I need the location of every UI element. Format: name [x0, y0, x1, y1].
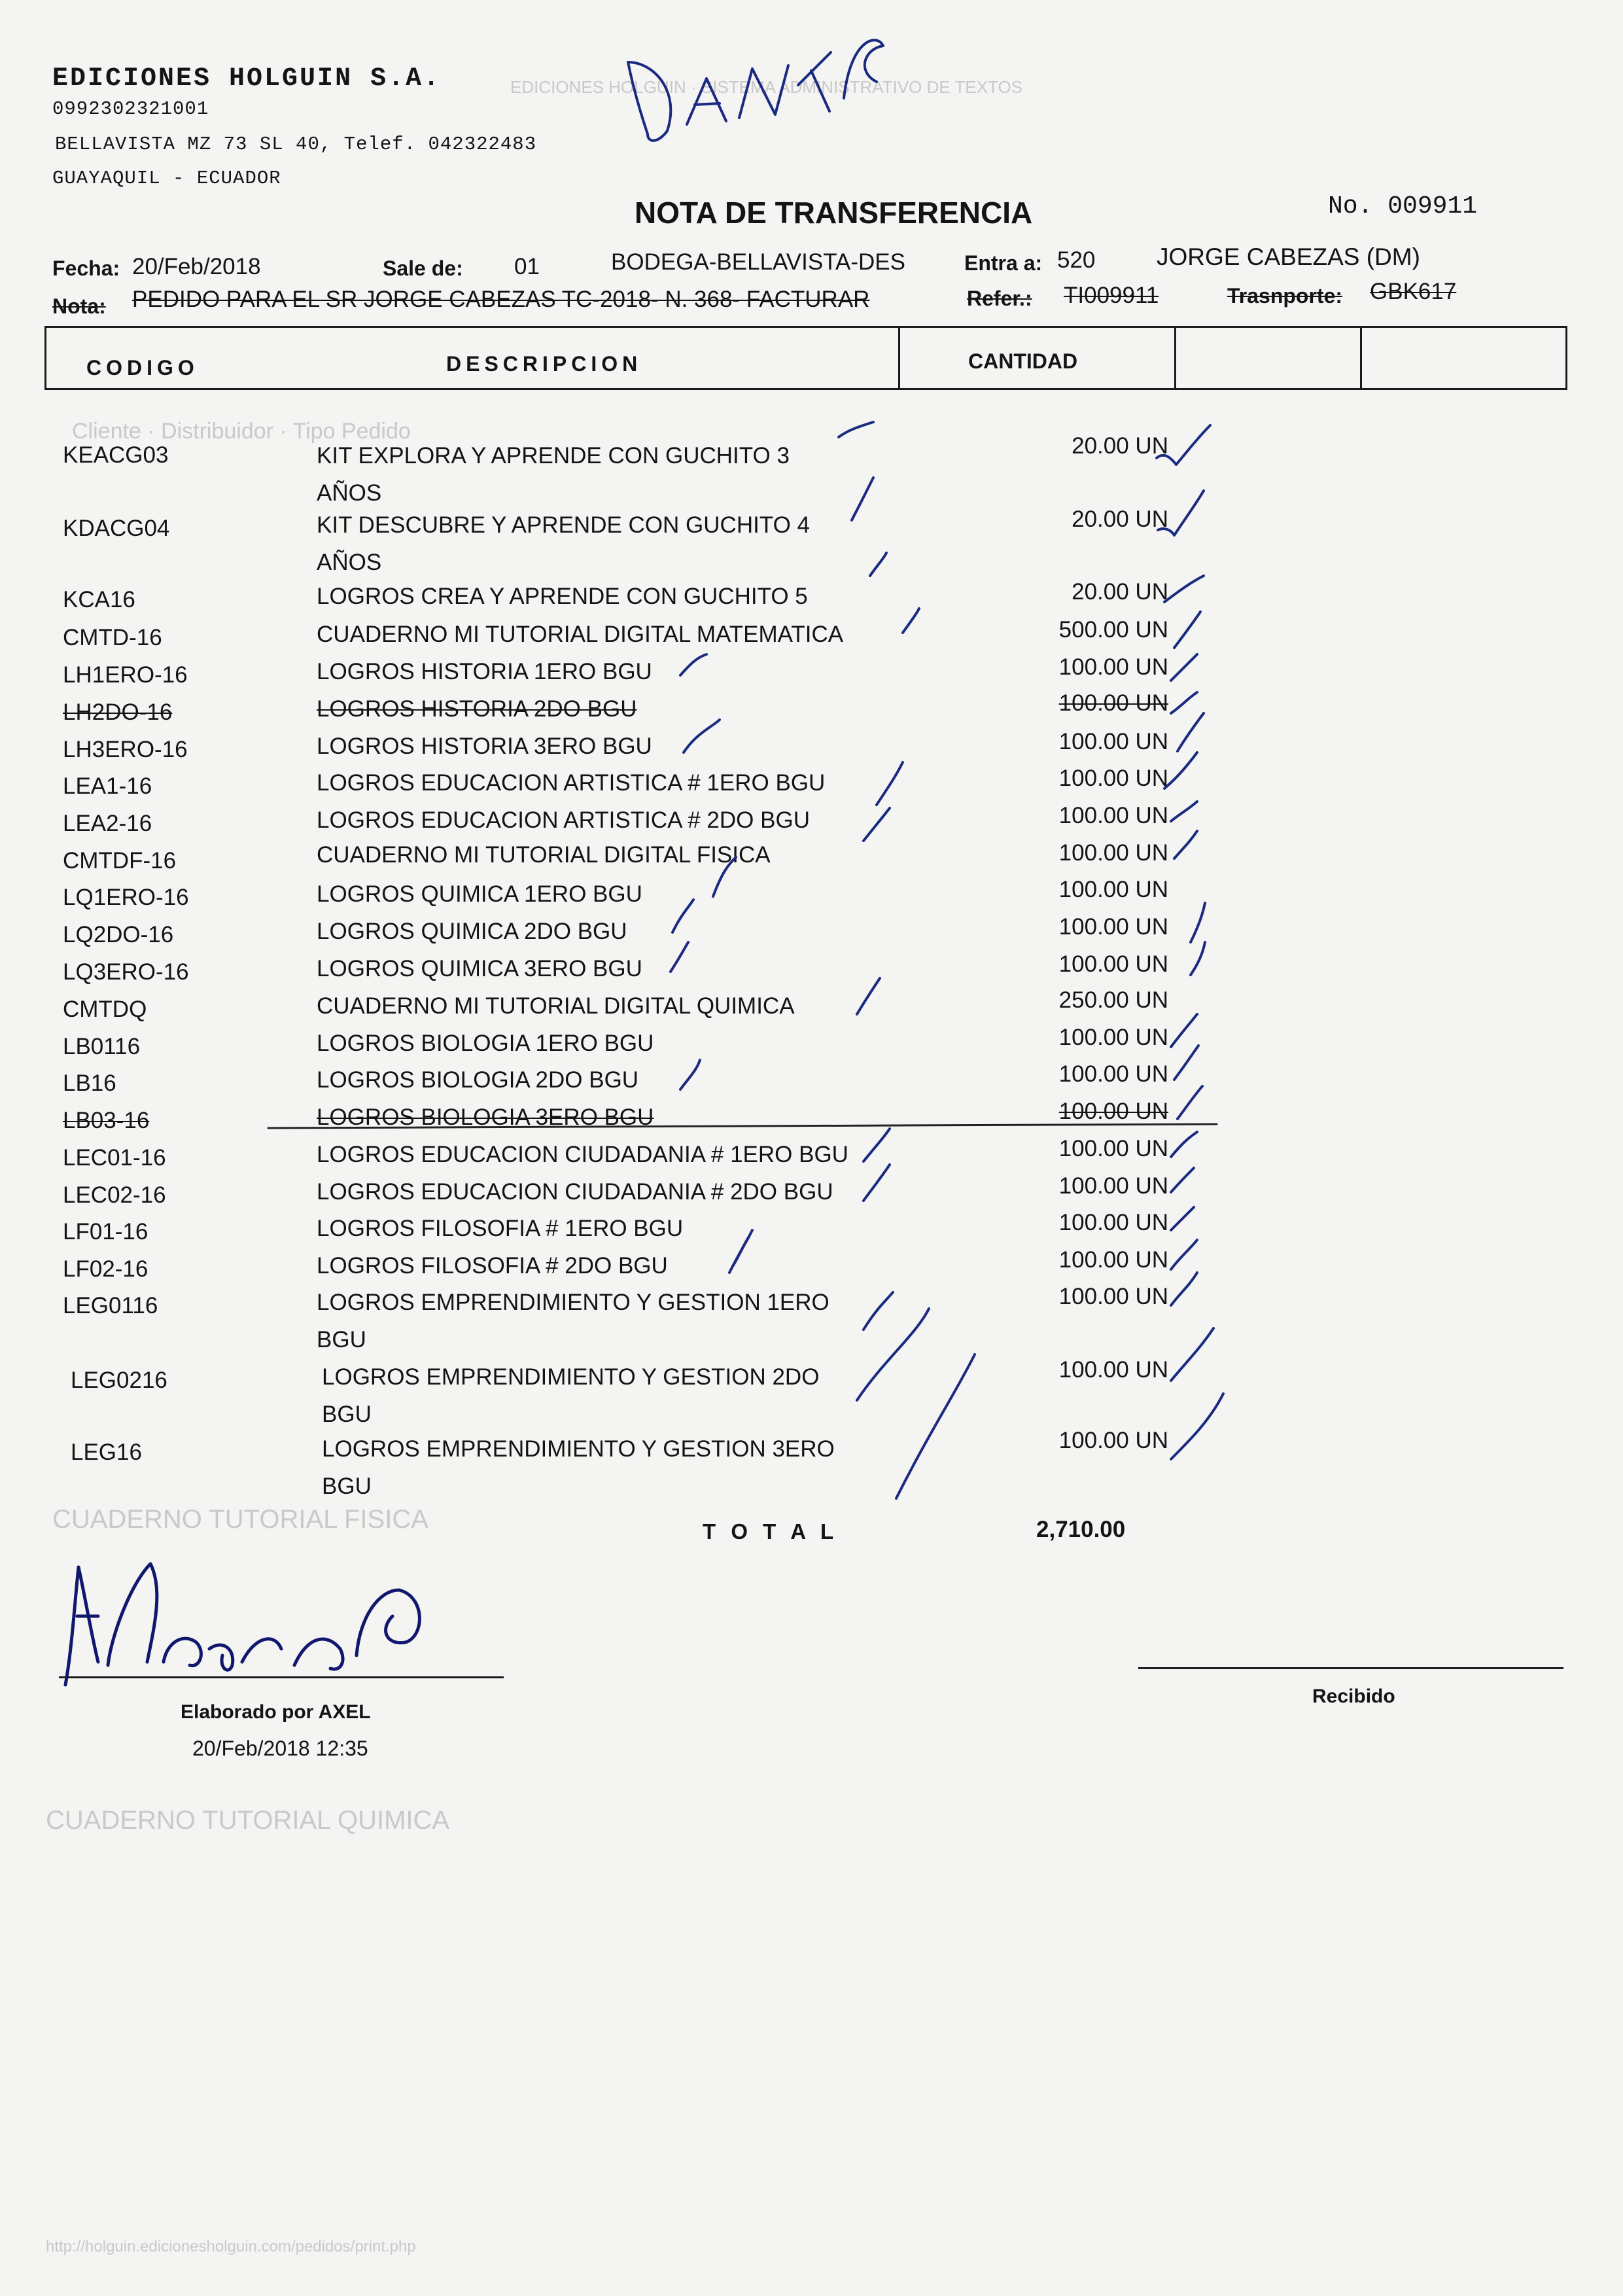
check-mark-icon: [1171, 802, 1197, 821]
item-quantity: 100.00 UN: [1058, 1284, 1168, 1309]
item-quantity: 100.00 UN: [1058, 914, 1168, 940]
check-mark-icon: [1178, 1086, 1202, 1119]
document-number: No. 009911: [1328, 192, 1478, 221]
column-codigo: CODIGO: [86, 356, 199, 380]
item-code: LEA2-16: [63, 811, 152, 836]
item-code: LEG0216: [71, 1368, 167, 1393]
nota-value: PEDIDO PARA EL SR JORGE CABEZAS TC-2018- N. 368- FACTURAR: [132, 287, 870, 312]
check-mark-icon: [1171, 1168, 1194, 1192]
item-quantity: 500.00 UN: [1058, 617, 1168, 643]
item-description: LOGROS QUIMICA 3ERO BGU: [317, 956, 642, 981]
recibido-label: Recibido: [1312, 1686, 1395, 1707]
item-code: LB16: [63, 1070, 116, 1096]
company-name: EDICIONES HOLGUIN S.A.: [52, 64, 442, 94]
check-mark-icon: [864, 1165, 890, 1201]
check-mark-icon: [1178, 713, 1204, 751]
check-mark-icon: [1171, 1394, 1223, 1459]
check-mark-icon: [1164, 576, 1204, 602]
check-mark-icon: [870, 553, 886, 576]
document-title: NOTA DE TRANSFERENCIA: [635, 196, 1033, 230]
strike-line: [268, 1124, 1217, 1128]
check-mark-icon: [671, 942, 688, 972]
check-mark-icon: [680, 1060, 700, 1089]
item-code: LH2DO-16: [63, 699, 173, 725]
item-description: LOGROS EDUCACION CIUDADANIA # 1ERO BGU: [317, 1142, 848, 1167]
entra-name: JORGE CABEZAS (DM): [1157, 243, 1420, 270]
check-mark-icon: [1171, 654, 1197, 680]
item-code: CMTD-16: [63, 625, 162, 650]
entra-code: 520: [1057, 247, 1096, 273]
item-code: LH3ERO-16: [63, 737, 188, 762]
check-mark-icon: [733, 1237, 749, 1266]
item-code: LEG0116: [63, 1293, 158, 1318]
check-mark-icon: [1174, 612, 1200, 648]
check-mark-icon: [1171, 1132, 1197, 1157]
item-quantity: 100.00 UN: [1058, 1099, 1168, 1124]
entra-label: Entra a:: [964, 251, 1043, 275]
item-quantity: 100.00 UN: [1058, 1173, 1168, 1199]
bleed-through-text: Cliente · Distribuidor · Tipo Pedido: [72, 419, 411, 444]
item-quantity: 100.00 UN: [1058, 877, 1168, 902]
fecha-value: 20/Feb/2018: [132, 254, 261, 279]
handwritten-annotation-dante: [628, 40, 883, 141]
check-mark-icon: [1171, 1014, 1197, 1047]
nota-label: Nota:: [52, 294, 106, 318]
company-ruc: 0992302321001: [52, 98, 209, 120]
check-mark-icon: [852, 478, 873, 520]
item-description: LOGROS EMPRENDIMIENTO Y GESTION 1ERO BGU: [317, 1290, 829, 1352]
total-label: T O T A L: [703, 1519, 839, 1544]
check-mark-icon: [1171, 1240, 1197, 1269]
item-quantity: 20.00 UN: [1072, 433, 1168, 459]
company-city: GUAYAQUIL - ECUADOR: [52, 168, 281, 189]
check-mark-icon: [1191, 903, 1205, 942]
check-mark-icon: [864, 1129, 890, 1161]
item-code: KDACG04: [63, 516, 170, 541]
item-code: CMTDF-16: [63, 848, 177, 874]
item-quantity: 100.00 UN: [1058, 1357, 1168, 1383]
item-description: LOGROS EDUCACION CIUDADANIA # 2DO BGU: [317, 1179, 833, 1205]
item-description: LOGROS HISTORIA 2DO BGU: [317, 696, 637, 722]
signature: [65, 1564, 419, 1685]
item-description: LOGROS EMPRENDIMIENTO Y GESTION 2DO BGU: [322, 1364, 820, 1427]
item-description: LOGROS FILOSOFIA # 1ERO BGU: [317, 1216, 684, 1241]
item-quantity: 20.00 UN: [1072, 579, 1168, 605]
check-mark-icon: [864, 1292, 893, 1330]
check-mark-icon: [713, 857, 736, 896]
column-cantidad: CANTIDAD: [968, 349, 1078, 373]
refer-value: TI009911: [1064, 283, 1159, 308]
check-mark-icon: [1171, 692, 1197, 713]
item-description: LOGROS EDUCACION ARTISTICA # 2DO BGU: [317, 807, 810, 833]
total-value: 2,710.00: [1036, 1517, 1126, 1542]
item-quantity: 250.00 UN: [1058, 987, 1168, 1013]
item-quantity: 100.00 UN: [1058, 654, 1168, 680]
item-code: LEG16: [71, 1439, 142, 1465]
item-code: LF01-16: [63, 1219, 148, 1245]
check-mark-icon: [903, 609, 919, 633]
item-quantity: 100.00 UN: [1058, 690, 1168, 716]
check-mark-icon: [864, 808, 890, 841]
item-quantity: 100.00 UN: [1058, 1061, 1168, 1087]
item-quantity: 100.00 UN: [1058, 766, 1168, 791]
item-code: LEC02-16: [63, 1182, 166, 1208]
check-mark-icon: [1171, 1207, 1194, 1230]
bleed-through-text: EDICIONES HOLGUIN · SISTEMA ADMINISTRATIVO DE TEXTOS: [510, 77, 1023, 97]
item-description: KIT DESCUBRE Y APRENDE CON GUCHITO 4 AÑOS: [317, 512, 810, 575]
check-mark-icon: [672, 900, 693, 932]
bleed-through-text: CUADERNO TUTORIAL QUIMICA: [46, 1806, 450, 1835]
item-quantity: 100.00 UN: [1058, 1247, 1168, 1273]
transporte-label: Trasnporte:: [1227, 284, 1343, 308]
item-code: LF02-16: [63, 1256, 148, 1282]
elaborado-label: Elaborado por AXEL: [181, 1701, 371, 1723]
check-mark-icon: [1174, 1046, 1198, 1080]
item-quantity: 100.00 UN: [1058, 1136, 1168, 1161]
item-quantity: 100.00 UN: [1058, 803, 1168, 828]
check-mark-icon: [857, 978, 880, 1014]
sale-code: 01: [514, 254, 540, 279]
item-code: LQ1ERO-16: [63, 885, 189, 910]
transporte-value: GBK617: [1370, 279, 1457, 304]
bleed-through-text: http://holguin.edicionesholguin.com/pedidos/print.php: [46, 2238, 416, 2255]
item-code: LQ3ERO-16: [63, 959, 189, 985]
item-quantity: 100.00 UN: [1058, 1025, 1168, 1050]
check-mark-icon: [1174, 831, 1197, 858]
check-mark-icon: [1158, 491, 1204, 535]
item-quantity: 100.00 UN: [1058, 1428, 1168, 1453]
sale-name: BODEGA-BELLAVISTA-DES: [611, 249, 905, 275]
item-code: KCA16: [63, 587, 135, 612]
item-quantity: 100.00 UN: [1058, 951, 1168, 977]
item-code: LH1ERO-16: [63, 662, 188, 688]
item-code: LB03-16: [63, 1108, 150, 1133]
bleed-through-text: CUADERNO TUTORIAL FISICA: [52, 1505, 428, 1534]
check-mark-icon: [877, 762, 903, 805]
check-mark-icon: [896, 1354, 975, 1498]
check-mark-icon: [680, 654, 707, 675]
item-quantity: 100.00 UN: [1058, 840, 1168, 866]
item-quantity: 20.00 UN: [1072, 506, 1168, 532]
item-description: LOGROS BIOLOGIA 2DO BGU: [317, 1067, 639, 1093]
item-description: LOGROS HISTORIA 1ERO BGU: [317, 659, 652, 684]
item-quantity: 100.00 UN: [1058, 1210, 1168, 1235]
item-description: LOGROS BIOLOGIA 3ERO BGU: [317, 1104, 654, 1130]
item-description: LOGROS QUIMICA 1ERO BGU: [317, 881, 642, 907]
item-code: LB0116: [63, 1034, 141, 1059]
item-code: LQ2DO-16: [63, 922, 174, 947]
item-description: LOGROS BIOLOGIA 1ERO BGU: [317, 1031, 654, 1056]
item-description: LOGROS HISTORIA 3ERO BGU: [317, 733, 652, 759]
check-mark-icon: [684, 720, 720, 752]
item-code: LEA1-16: [63, 773, 152, 799]
check-mark-icon: [1191, 942, 1205, 975]
item-description: LOGROS CREA Y APRENDE CON GUCHITO 5: [317, 584, 808, 609]
item-code: LEC01-16: [63, 1145, 166, 1171]
fecha-label: Fecha:: [52, 256, 120, 280]
sale-label: Sale de:: [383, 256, 463, 280]
elaborado-timestamp: 20/Feb/2018 12:35: [192, 1737, 368, 1760]
item-description: CUADERNO MI TUTORIAL DIGITAL FISICA: [317, 842, 771, 868]
item-description: KIT EXPLORA Y APRENDE CON GUCHITO 3 AÑOS: [317, 443, 790, 506]
item-code: CMTDQ: [63, 997, 147, 1022]
item-description: CUADERNO MI TUTORIAL DIGITAL QUIMICA: [317, 993, 795, 1019]
item-code: KEACG03: [63, 442, 169, 468]
check-mark-icon: [1171, 1328, 1213, 1381]
company-address: BELLAVISTA MZ 73 SL 40, Telef. 042322483: [55, 133, 537, 155]
refer-label: Refer.:: [967, 287, 1032, 310]
item-description: CUADERNO MI TUTORIAL DIGITAL MATEMATICA: [317, 622, 844, 647]
check-mark-icon: [1164, 752, 1197, 788]
item-description: LOGROS FILOSOFIA # 2DO BGU: [317, 1253, 668, 1279]
item-description: LOGROS EMPRENDIMIENTO Y GESTION 3ERO BGU: [322, 1436, 835, 1499]
item-description: LOGROS QUIMICA 2DO BGU: [317, 919, 627, 944]
check-mark-icon: [1171, 1273, 1197, 1305]
item-quantity: 100.00 UN: [1058, 729, 1168, 754]
check-mark-icon: [1157, 425, 1210, 465]
column-descripcion: DESCRIPCION: [446, 352, 642, 376]
item-description: LOGROS EDUCACION ARTISTICA # 1ERO BGU: [317, 770, 826, 796]
check-mark-icon: [839, 422, 873, 437]
